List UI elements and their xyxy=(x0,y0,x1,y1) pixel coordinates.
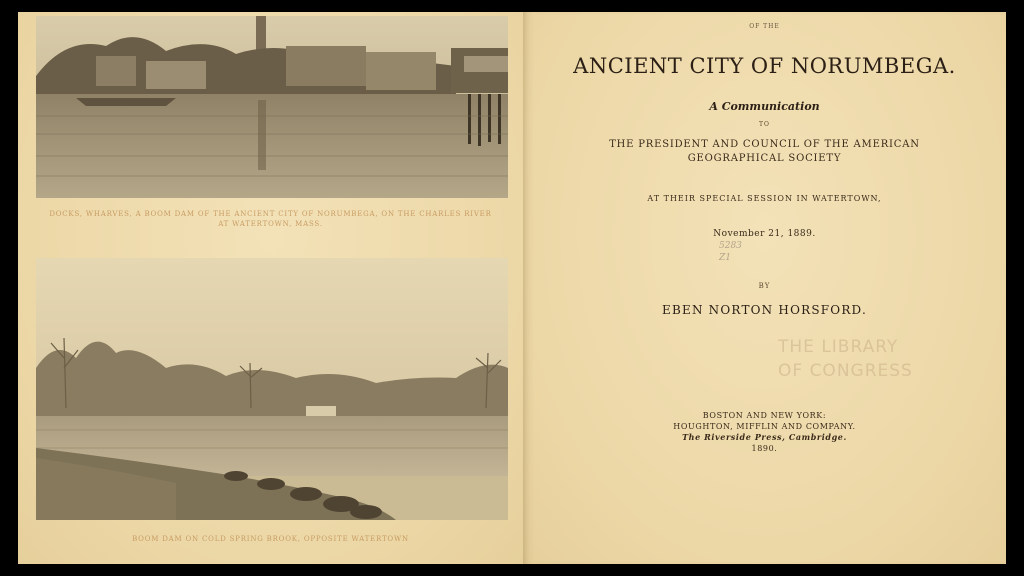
left-page xyxy=(18,12,523,564)
photo-docks-wharves xyxy=(36,16,508,198)
publisher-line-1: BOSTON AND NEW YORK: xyxy=(702,411,827,420)
caption-bottom-photo: BOOM DAM ON COLD SPRING BROOK, OPPOSITE WATERTOWN xyxy=(132,535,409,543)
title-page xyxy=(523,12,1006,564)
photo-boom-dam xyxy=(36,258,508,520)
library-stamp xyxy=(778,335,918,383)
publisher-block xyxy=(523,410,1006,454)
by-label: BY xyxy=(758,282,771,290)
of-the-heading: OF THE xyxy=(749,23,780,30)
session-line: AT THEIR SPECIAL SESSION IN WATERTOWN, xyxy=(647,194,882,203)
subtitle-communication: A Communication xyxy=(709,100,820,113)
pencil-note-1: 5283 xyxy=(719,241,742,251)
addressee xyxy=(523,138,1006,166)
to-label: TO xyxy=(759,121,770,128)
stamp-line-1: THE LIBRARY xyxy=(778,337,899,357)
pencil-annotation xyxy=(719,240,742,264)
author-name: EBEN NORTON HORSFORD. xyxy=(662,303,867,317)
publisher-line-2: HOUGHTON, MIFFLIN AND COMPANY. xyxy=(673,422,856,431)
stamp-line-2: OF CONGRESS xyxy=(778,361,913,381)
publisher-year: 1890. xyxy=(751,444,778,453)
book-title: ANCIENT CITY OF NORUMBEGA. xyxy=(573,54,956,78)
pencil-note-2: Z1 xyxy=(719,253,731,263)
caption-top-photo: DOCKS, WHARVES, A BOOM DAM OF THE ANCIENT CITY OF NORUMBEGA, ON THE CHARLES RIVER AT WATERTOWN, MASS. xyxy=(49,210,492,228)
addressee-line-1: THE PRESIDENT AND COUNCIL OF THE AMERICAN xyxy=(609,139,920,150)
addressee-line-2: GEOGRAPHICAL SOCIETY xyxy=(687,153,842,164)
date-line: November 21, 1889. xyxy=(713,229,816,239)
publisher-line-3: The Riverside Press, Cambridge. xyxy=(682,432,847,442)
